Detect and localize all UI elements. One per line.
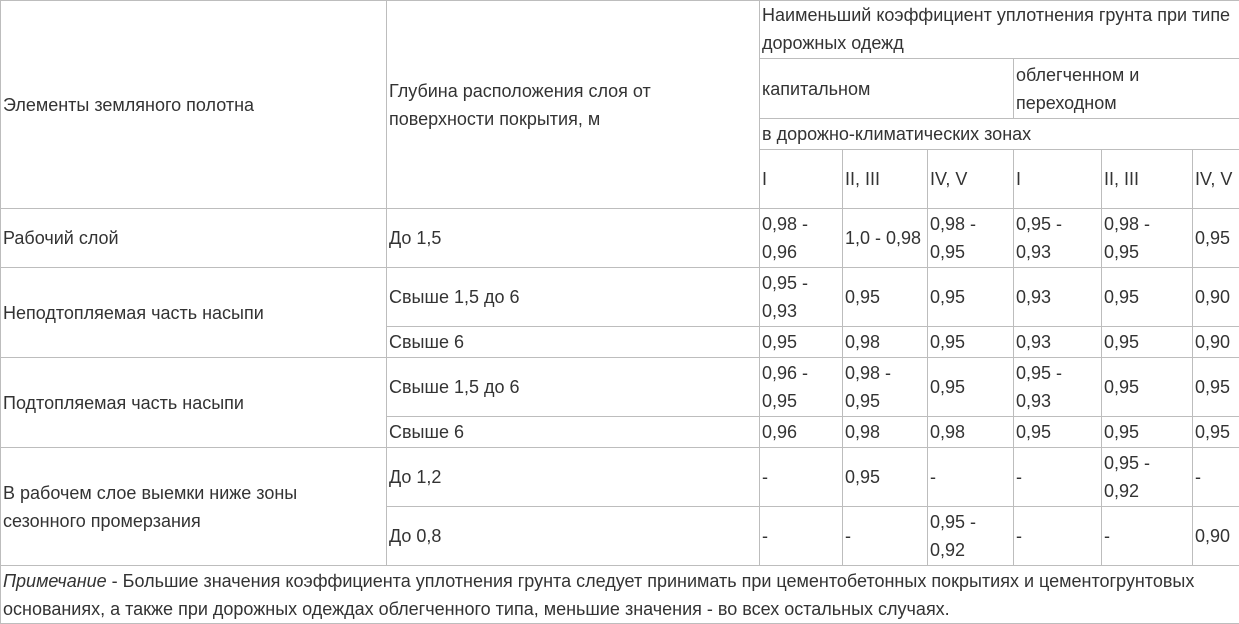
row-element: Неподтопляемая часть насыпи	[1, 268, 387, 358]
value-cell: 0,95 - 0,92	[928, 507, 1014, 566]
zone-header: I	[1014, 150, 1102, 209]
value-cell: -	[843, 507, 928, 566]
value-cell: 0,95	[843, 448, 928, 507]
value-cell: 0,95	[1193, 209, 1239, 268]
value-cell: 0,95	[1102, 268, 1193, 327]
row-depth: Свыше 1,5 до 6	[387, 358, 760, 417]
value-cell: 0,98 - 0,95	[843, 358, 928, 417]
table-row	[1, 209, 1239, 268]
zone-header: IV, V	[1193, 150, 1239, 209]
note-text: - Большие значения коэффициента уплотнения грунта следует принимать при цементобетонных покрытиях и цементогрунтовых основаниях, а также при дорожных одеждах облегченного типа, меньшие значения - во всех остальных случаях.	[3, 571, 1194, 619]
header-depth: Глубина расположения слоя от поверхности покрытия, м	[387, 1, 760, 209]
value-cell: 0,98	[843, 417, 928, 448]
value-cell: 0,95	[1102, 358, 1193, 417]
value-cell: 0,98 - 0,95	[928, 209, 1014, 268]
row-depth: До 1,2	[387, 448, 760, 507]
value-cell: 0,95	[928, 358, 1014, 417]
value-cell: 0,93	[1014, 327, 1102, 358]
value-cell: -	[928, 448, 1014, 507]
table-row	[1, 358, 1239, 417]
header-zones: в дорожно-климатических зонах	[760, 119, 1239, 150]
value-cell: 0,98 - 0,95	[1102, 209, 1193, 268]
row-depth: До 0,8	[387, 507, 760, 566]
value-cell: -	[1102, 507, 1193, 566]
value-cell: -	[1193, 448, 1239, 507]
value-cell: -	[760, 448, 843, 507]
value-cell: 0,96	[760, 417, 843, 448]
value-cell: 0,98	[928, 417, 1014, 448]
value-cell: 0,95	[1014, 417, 1102, 448]
row-element: Рабочий слой	[1, 209, 387, 268]
value-cell: 0,95 - 0,93	[1014, 358, 1102, 417]
header-type-capital: капитальном	[760, 59, 1014, 119]
header-type-light: облегченном и переходном	[1014, 59, 1239, 119]
value-cell: 0,90	[1193, 268, 1239, 327]
value-cell: 0,95	[1193, 417, 1239, 448]
header-elements: Элементы земляного полотна	[1, 1, 387, 209]
value-cell: 0,90	[1193, 507, 1239, 566]
zone-header: IV, V	[928, 150, 1014, 209]
table-row	[1, 448, 1239, 507]
value-cell: 0,90	[1193, 327, 1239, 358]
table-note	[1, 566, 1239, 624]
zone-header: II, III	[843, 150, 928, 209]
note-label: Примечание	[3, 571, 107, 591]
value-cell: 1,0 - 0,98	[843, 209, 928, 268]
value-cell: 0,95	[843, 268, 928, 327]
value-cell: 0,95	[1102, 417, 1193, 448]
value-cell: 0,95 - 0,93	[760, 268, 843, 327]
row-depth: Свыше 6	[387, 417, 760, 448]
value-cell: 0,95	[1102, 327, 1193, 358]
value-cell: -	[760, 507, 843, 566]
value-cell: 0,93	[1014, 268, 1102, 327]
value-cell: 0,98 - 0,96	[760, 209, 843, 268]
value-cell: 0,96 - 0,95	[760, 358, 843, 417]
table-row	[1, 268, 1239, 327]
value-cell: -	[1014, 507, 1102, 566]
row-element: Подтопляемая часть насыпи	[1, 358, 387, 448]
value-cell: 0,95	[760, 327, 843, 358]
value-cell: 0,95	[928, 268, 1014, 327]
value-cell: 0,95 - 0,93	[1014, 209, 1102, 268]
row-element: В рабочем слое выемки ниже зоны сезонного промерзания	[1, 448, 387, 566]
row-depth: Свыше 6	[387, 327, 760, 358]
zone-header: II, III	[1102, 150, 1193, 209]
row-depth: Свыше 1,5 до 6	[387, 268, 760, 327]
value-cell: 0,95	[1193, 358, 1239, 417]
value-cell: 0,95 - 0,92	[1102, 448, 1193, 507]
value-cell: 0,95	[928, 327, 1014, 358]
zone-header: I	[760, 150, 843, 209]
row-depth: До 1,5	[387, 209, 760, 268]
value-cell: -	[1014, 448, 1102, 507]
header-coefficient: Наименьший коэффициент уплотнения грунта при типе дорожных одежд	[760, 1, 1239, 59]
value-cell: 0,98	[843, 327, 928, 358]
